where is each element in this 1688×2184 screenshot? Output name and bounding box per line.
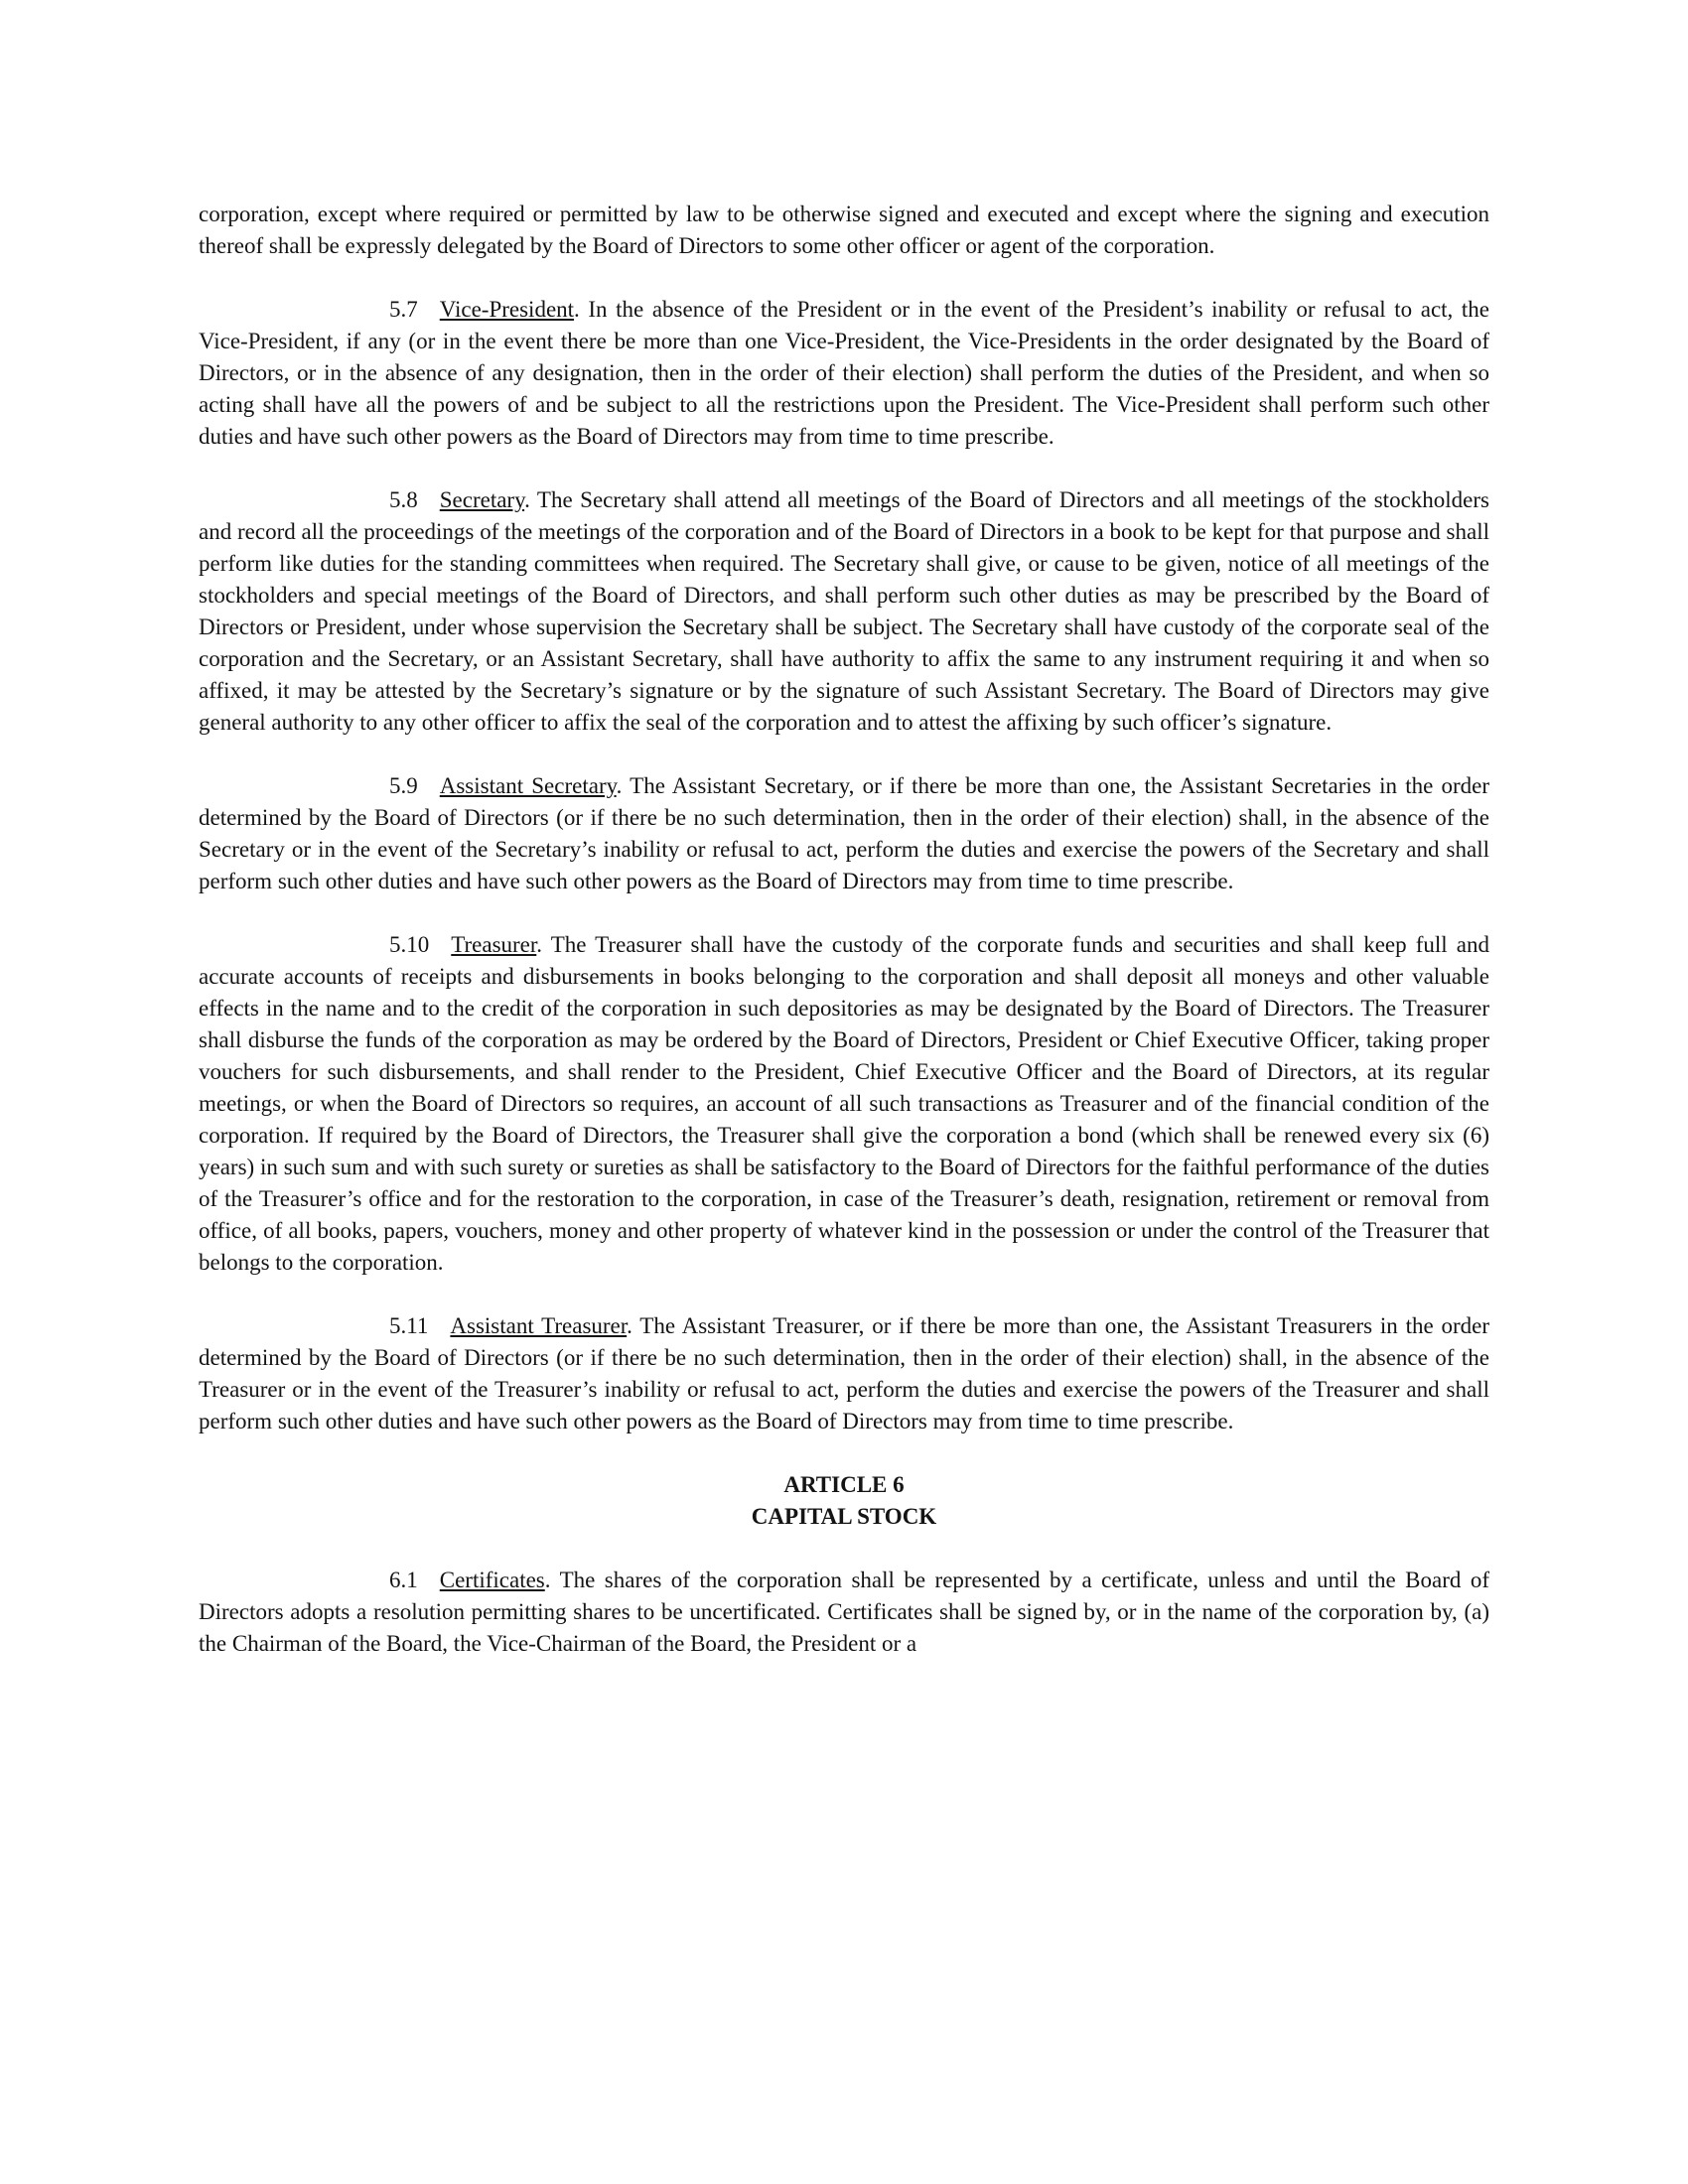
section-5-9: 5.9 Assistant Secretary. The Assistant Secretary, or if there be more than one, the Assistant Secretaries in the order determined by the Board of Directors (or if there be no such determination, then in the order of their election) shall, in the absence of the Secretary or in the event of the Secretary’s inability or refusal to act, perform the duties and exercise the powers of the Secretary and shall perform such other duties and have such other powers as the Board of Directors may from time to time prescribe. (199, 770, 1489, 897)
section-number: 5.8 (389, 487, 418, 512)
section-number: 5.9 (389, 773, 418, 798)
section-body: The Treasurer shall have the custody of the corporate funds and securities and shall keep full and accurate accounts of receipts and disbursements in books belonging to the corporation and shall deposit all moneys and other valuable effects in the name and to the credit of the corporation in such depositories as may be designated by the Board of Directors. The Treasurer shall disburse the funds of the corporation as may be ordered by the Board of Directors, President or Chief Executive Officer, taking proper vouchers for such disbursements, and shall render to the President, Chief Executive Officer and the Board of Directors, at its regular meetings, or when the Board of Directors so requires, an account of all such transactions as Treasurer and of the financial condition of the corporation. If required by the Board of Directors, the Treasurer shall give the corporation a bond (which shall be renewed every six (6) years) in such sum and with such surety or sureties as shall be satisfactory to the Board of Directors for the faithful performance of the duties of the Treasurer’s office and for the restoration to the corporation, in case of the Treasurer’s death, resignation, retirement or removal from office, of all books, papers, vouchers, money and other property of whatever kind in the possession or under the control of the Treasurer that belongs to the corporation. (199, 932, 1489, 1275)
section-body: The shares of the corporation shall be represented by a certificate, unless and until the Board of Directors adopts a resolution permitting shares to be uncertificated. Certificates shall be signed by, or in the name of the corporation by, (a) the Chairman of the Board, the Vice-Chairman of the Board, the President or a (199, 1568, 1489, 1656)
section-number: 5.7 (389, 297, 418, 322)
section-body: In the absence of the President or in the event of the President’s inability or refusal to act, the Vice-President, if any (or in the event there be more than one Vice-President, the Vice-Presidents in the order designated by the Board of Directors, or in the absence of any designation, then in the order of their election) shall perform the duties of the President, and when so acting shall have all the powers of and be subject to all the restrictions upon the President. The Vice-President shall perform such other duties and have such other powers as the Board of Directors may from time to time prescribe. (199, 297, 1489, 449)
section-5-7: 5.7 Vice-President. In the absence of the President or in the event of the President’s inability or refusal to act, the Vice-President, if any (or in the event there be more than one Vice-President, the Vice-Presidents in the order designated by the Board of Directors, or in the absence of any designation, then in the order of their election) shall perform the duties of the President, and when so acting shall have all the powers of and be subject to all the restrictions upon the President. The Vice-President shall perform such other duties and have such other powers as the Board of Directors may from time to time prescribe. (199, 294, 1489, 453)
section-number: 5.11 (389, 1313, 429, 1338)
section-heading: Certificates (439, 1568, 545, 1592)
section-body: The Secretary shall attend all meetings of the Board of Directors and all meetings of the stockholders and record all the proceedings of the meetings of the corporation and of the Board of Directors in a book to be kept for that purpose and shall perform like duties for the standing committees when required. The Secretary shall give, or cause to be given, notice of all meetings of the stockholders and special meetings of the Board of Directors, and shall perform such other duties as may be prescribed by the Board of Directors or President, under whose supervision the Secretary shall be subject. The Secretary shall have custody of the corporate seal of the corporation and the Secretary, or an Assistant Secretary, shall have authority to affix the same to any instrument requiring it and when so affixed, it may be attested by the Secretary’s signature or by the signature of such Assistant Secretary. The Board of Directors may give general authority to any other officer to affix the seal of the corporation and to attest the affixing by such officer’s signature. (199, 487, 1489, 735)
article-title: CAPITAL STOCK (751, 1504, 937, 1529)
section-number: 5.10 (389, 932, 430, 957)
section-heading: Secretary (439, 487, 525, 512)
section-5-8: 5.8 Secretary. The Secretary shall attend all meetings of the Board of Directors and all meetings of the stockholders and record all the proceedings of the meetings of the corporation and of the Board of Directors in a book to be kept for that purpose and shall perform like duties for the standing committees when required. The Secretary shall give, or cause to be given, notice of all meetings of the stockholders and special meetings of the Board of Directors, and shall perform such other duties as may be prescribed by the Board of Directors or President, under whose supervision the Secretary shall be subject. The Secretary shall have custody of the corporate seal of the corporation and the Secretary, or an Assistant Secretary, shall have authority to affix the same to any instrument requiring it and when so affixed, it may be attested by the Secretary’s signature or by the signature of such Assistant Secretary. The Board of Directors may give general authority to any other officer to affix the seal of the corporation and to attest the affixing by such officer’s signature. (199, 484, 1489, 739)
section-5-10: 5.10 Treasurer. The Treasurer shall have the custody of the corporate funds and securities and shall keep full and accurate accounts of receipts and disbursements in books belonging to the corporation and shall deposit all moneys and other valuable effects in the name and to the credit of the corporation in such depositories as may be designated by the Board of Directors. The Treasurer shall disburse the funds of the corporation as may be ordered by the Board of Directors, President or Chief Executive Officer, taking proper vouchers for such disbursements, and shall render to the President, Chief Executive Officer and the Board of Directors, at its regular meetings, or when the Board of Directors so requires, an account of all such transactions as Treasurer and of the financial condition of the corporation. If required by the Board of Directors, the Treasurer shall give the corporation a bond (which shall be renewed every six (6) years) in such sum and with such surety or sureties as shall be satisfactory to the Board of Directors for the faithful performance of the duties of the Treasurer’s office and for the restoration to the corporation, in case of the Treasurer’s death, resignation, retirement or removal from office, of all books, papers, vouchers, money and other property of whatever kind in the possession or under the control of the Treasurer that belongs to the corporation. (199, 929, 1489, 1279)
section-heading: Assistant Treasurer (450, 1313, 628, 1338)
article-heading (199, 1469, 1489, 1533)
section-body: The Assistant Treasurer, or if there be more than one, the Assistant Treasurers in the order determined by the Board of Directors (or if there be no such determination, then in the order of their election) shall, in the absence of the Treasurer or in the event of the Treasurer’s inability or refusal to act, perform the duties and exercise the powers of the Treasurer and shall perform such other duties and have such other powers as the Board of Directors may from time to time prescribe. (199, 1313, 1489, 1433)
section-6-1: 6.1 Certificates. The shares of the corporation shall be represented by a certificate, unless and until the Board of Directors adopts a resolution permitting shares to be uncertificated. Certificates shall be signed by, or in the name of the corporation by, (a) the Chairman of the Board, the Vice-Chairman of the Board, the President or a (199, 1565, 1489, 1660)
continuation-paragraph: corporation, except where required or permitted by law to be otherwise signed and executed and except where the signing and execution thereof shall be expressly delegated by the Board of Directors to some other officer or agent of the corporation. (199, 202, 1489, 258)
section-heading: Treasurer (451, 932, 537, 957)
article-number: ARTICLE 6 (783, 1472, 905, 1497)
section-heading: Vice-President (439, 297, 575, 322)
section-heading: Assistant Secretary (439, 773, 617, 798)
section-number: 6.1 (389, 1568, 418, 1592)
document-page (199, 199, 1489, 1692)
section-body: The Assistant Secretary, or if there be more than one, the Assistant Secretaries in the order determined by the Board of Directors (or if there be no such determination, then in the order of their election) shall, in the absence of the Secretary or in the event of the Secretary’s inability or refusal to act, perform the duties and exercise the powers of the Secretary and shall perform such other duties and have such other powers as the Board of Directors may from time to time prescribe. (199, 773, 1490, 893)
section-5-11: 5.11 Assistant Treasurer. The Assistant Treasurer, or if there be more than one, the Assistant Treasurers in the order determined by the Board of Directors (or if there be no such determination, then in the order of their election) shall, in the absence of the Treasurer or in the event of the Treasurer’s inability or refusal to act, perform the duties and exercise the powers of the Treasurer and shall perform such other duties and have such other powers as the Board of Directors may from time to time prescribe. (199, 1310, 1489, 1437)
